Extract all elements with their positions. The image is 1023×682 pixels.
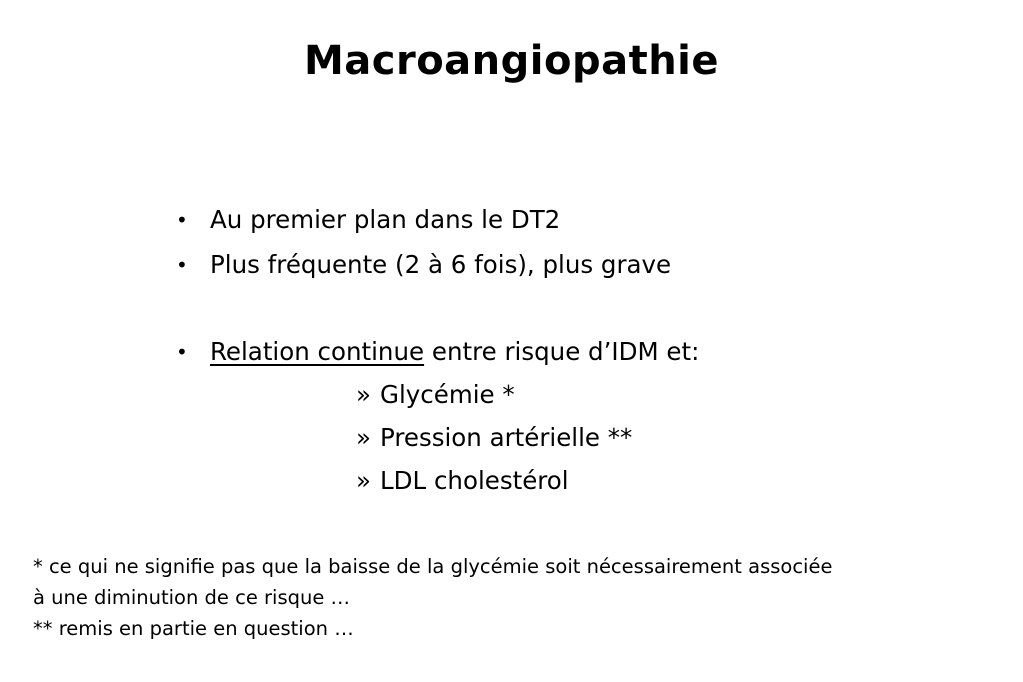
- sub-item-text: LDL cholestérol: [380, 466, 569, 495]
- slide-title: Macroangiopathie: [303, 38, 720, 84]
- footnote-line: à une diminution de ce risque …: [33, 586, 351, 609]
- bullet-text: [210, 334, 699, 370]
- footnotes: [33, 551, 832, 644]
- bullet-text: Plus fréquente (2 à 6 fois), plus grave: [210, 250, 672, 279]
- sub-item-marker: »: [356, 423, 371, 452]
- sub-item-marker: »: [356, 380, 371, 409]
- sub-item-text: Glycémie *: [380, 380, 515, 409]
- underlined-phrase: Relation continue: [210, 337, 425, 366]
- relation-rest: entre risque d’IDM et:: [424, 337, 700, 366]
- bullet-marker: •: [176, 253, 188, 277]
- footnote-line: ** remis en partie en question …: [33, 617, 354, 640]
- sub-item-text: Pression artérielle **: [380, 423, 633, 452]
- bullet-marker: •: [176, 208, 188, 232]
- bullet-marker: •: [176, 340, 188, 364]
- footnote-line: * ce qui ne signifie pas que la baisse de la glycémie soit nécessairement associée: [33, 555, 833, 578]
- bullet-text: Au premier plan dans le DT2: [210, 205, 561, 234]
- sub-item-marker: »: [356, 466, 371, 495]
